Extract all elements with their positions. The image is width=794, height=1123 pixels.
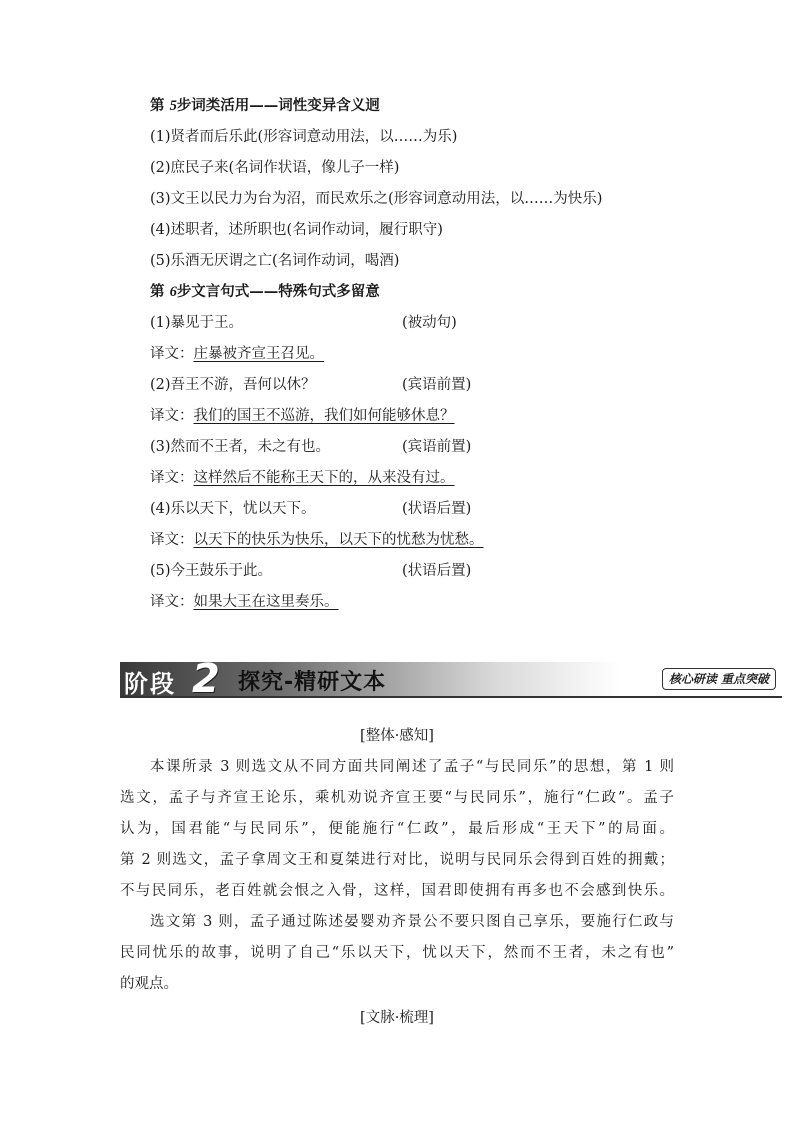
- step6-heading: 第 6步文言句式——特殊句式多留意: [150, 283, 380, 300]
- step5-item-2: (2)庶民子来(名词作状语，像儿子一样): [150, 160, 400, 176]
- step6-type-5: (状语后置): [402, 563, 472, 579]
- step5-item-1: (1)贤者而后乐此(形容词意动用法，以……为乐): [150, 129, 458, 145]
- paragraph-line: 选文第 3 则，孟子通过陈述晏婴劝齐景公不要只图自己享乐，要施行仁政与: [150, 914, 674, 930]
- step6-sentence-2: (2)吾王不游，吾何以休？: [150, 377, 316, 393]
- step6-sentence-4: (4)乐以天下，忧以天下。: [150, 501, 316, 517]
- banner-title: 探究-精研文本: [238, 670, 387, 695]
- section-heading-overview: [整体·感知]: [360, 728, 434, 744]
- step6-sentence-1: (1)暴见于王。: [150, 315, 244, 331]
- step5-item-5: (5)乐酒无厌谓之亡(名词作动词，喝酒): [150, 253, 400, 269]
- step6-translation-5: 译文：如果大王在这里奏乐。: [150, 594, 339, 610]
- banner-tag: 核心研读 重点突破: [662, 668, 776, 690]
- paragraph-line: 选文，孟子与齐宣王论乐，乘机劝说齐宣王要“与民同乐”，施行“仁政”。孟子: [120, 790, 674, 806]
- stage-banner: [120, 656, 782, 702]
- paragraph-line: 第 2 则选文，孟子拿周文王和夏桀进行对比，说明与民同乐会得到百姓的拥戴；: [120, 852, 674, 868]
- step6-translation-4: 译文：以天下的快乐为快乐，以天下的忧愁为忧愁。: [150, 532, 484, 548]
- paragraph-line: 民同忧乐的故事，说明了自己“乐以天下，忧以天下，然而不王者，未之有也”: [120, 945, 674, 961]
- step6-translation-2: 译文：我们的国王不巡游，我们如何能够休息？: [150, 408, 455, 424]
- step5-heading: 第 5步词类活用——词性变异含义迥: [150, 97, 380, 114]
- step6-type-2: (宾语前置): [402, 377, 472, 393]
- step5-item-4: (4)述职者，述所职也(名词作动词，履行职守): [150, 222, 443, 238]
- banner-stage-label: 阶段: [124, 670, 176, 698]
- paragraph-line: 的观点。: [120, 976, 178, 992]
- banner-stage-number: 2: [192, 656, 220, 702]
- step6-sentence-3: (3)然而不王者，未之有也。: [150, 439, 331, 455]
- step5-item-3: (3)文王以民力为台为沼，而民欢乐之(形容词意动用法，以……为快乐): [150, 191, 603, 207]
- step6-sentence-5: (5)今王鼓乐于此。: [150, 563, 273, 579]
- step6-type-4: (状语后置): [402, 501, 472, 517]
- paragraph-line: 本课所录 3 则选文从不同方面共同阐述了孟子“与民同乐”的思想，第 1 则: [150, 759, 674, 775]
- section-heading-structure: [文脉·梳理]: [360, 1010, 434, 1026]
- step6-translation-1: 译文：庄暴被齐宣王召见。: [150, 346, 324, 362]
- step6-translation-3: 译文：这样然后不能称王天下的，从来没有过。: [150, 470, 455, 486]
- paragraph-line: 认为，国君能“与民同乐”，便能施行“仁政”，最后形成“王天下”的局面。: [120, 821, 674, 837]
- step6-type-1: (被动句): [402, 315, 457, 331]
- step6-type-3: (宾语前置): [402, 439, 472, 455]
- paragraph-line: 不与民同乐，老百姓就会恨之入骨，这样，国君即使拥有再多也不会感到快乐。: [120, 883, 674, 899]
